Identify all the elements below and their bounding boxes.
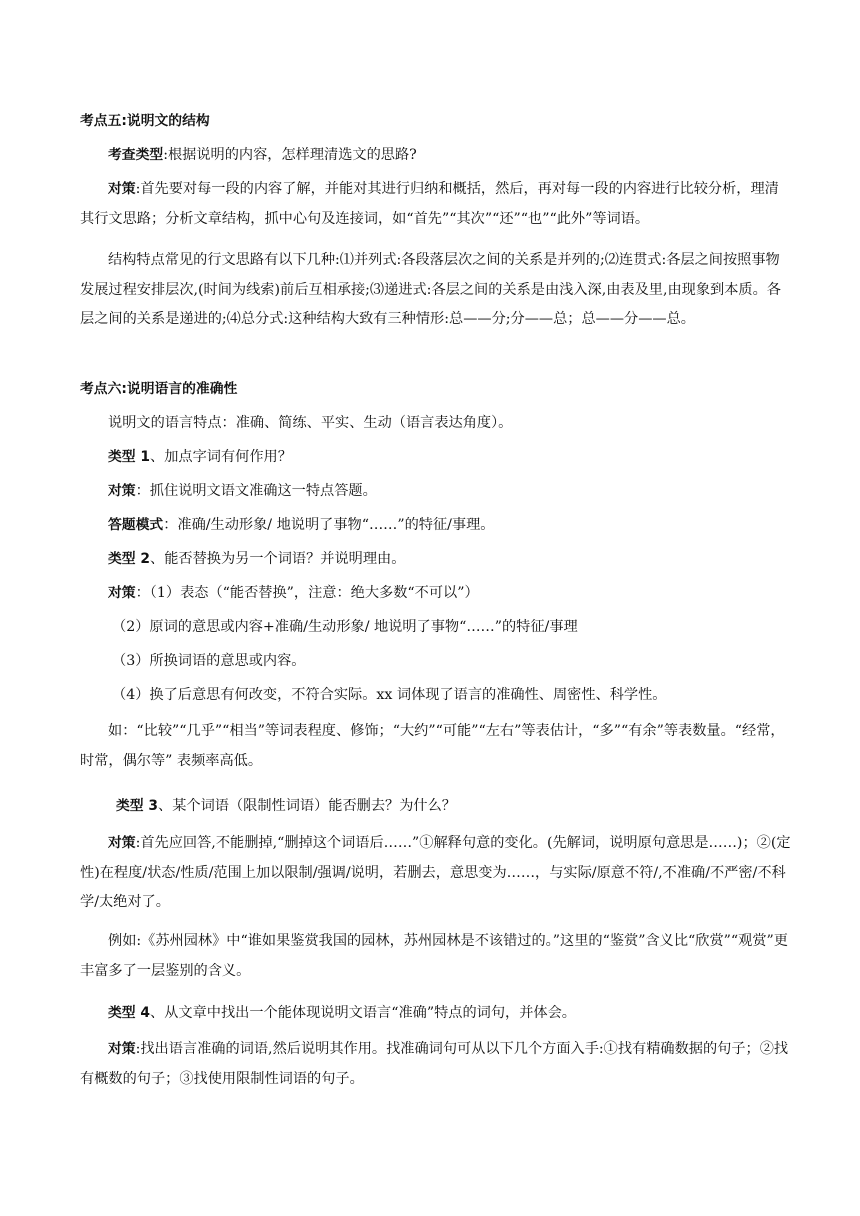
paragraph-type-4-strategy (80, 1035, 792, 1094)
text-type-2: 、能否替换为另一个词语？并说明理由。 (150, 551, 406, 567)
label-answer-model: 答题模式 (108, 517, 164, 533)
paragraph-type-2-item-3 (80, 647, 792, 677)
paragraph-type-3-strategy (80, 829, 792, 918)
text-strategy: ：（1）表态（“能否替换”，注意：绝大多数“不可以”） (135, 585, 479, 601)
label-strategy: 对策 (108, 1041, 136, 1057)
label-strategy: 对策 (108, 835, 136, 851)
text-item-4: （4）换了后意思有何改变，不符合实际。xx 词体现了语言的准确性、周密性、科学性。 (112, 687, 667, 703)
paragraph-type-1-strategy (80, 477, 792, 507)
label-type-1: 类型 1 (108, 449, 150, 465)
paragraph-type-2-item-2 (80, 613, 792, 643)
label-strategy: 对策 (108, 585, 136, 601)
text-exam-type: :根据说明的内容，怎样理清选文的思路? (163, 147, 417, 163)
label-type-2: 类型 2 (108, 551, 150, 567)
paragraph-strategy-structure (80, 175, 792, 234)
label-type-4: 类型 4 (108, 1005, 150, 1021)
heading-topic-five (80, 107, 792, 137)
text-answer-model: ：准确/生动形象/ 地说明了事物“……”的特征/事理。 (163, 517, 495, 533)
text-type-4: 、从文章中找出一个能体现说明文语言“准确”特点的词句，并体会。 (150, 1005, 576, 1021)
label-exam-type: 考查类型 (108, 147, 164, 163)
paragraph-type-2-strategy (80, 579, 792, 609)
text-type-3: 、某个词语（限制性词语）能否删去？为什么？ (158, 798, 456, 814)
paragraph-exam-type (80, 141, 792, 171)
text-item-3: （3）所换词语的意思或内容。 (112, 653, 306, 669)
label-type-3: 类型 3 (116, 798, 158, 814)
text-strategy: :首先要对每一段的内容了解，并能对其进行归纳和概括，然后，再对每一段的内容进行比较分析，理清其行文思路；分析文章结构，抓中心句及连接词，如“首先”“其次”“还”“也”“此外”等词语。 (80, 181, 779, 227)
paragraph-structure-types (80, 246, 792, 335)
heading-text: 考点五:说明文的结构 (80, 113, 210, 129)
paragraph-type-4 (80, 999, 792, 1029)
label-strategy: 对策 (108, 483, 136, 499)
label-strategy: 对策 (108, 181, 136, 197)
paragraph-type-2-item-4 (80, 681, 792, 711)
text-structure-types: 结构特点常见的行文思路有以下几种:⑴并列式:各段落层次之间的关系是并列的;⑵连贯式:各层之间按照事物发展过程安排层次,(时间为线索)前后互相承接;⑶递进式:各层之间的关系是由浅入深,由表及里,由现象到本质。各层之间的关系是递进的;⑷总分式:这种结构大致有三种情形:总——分;分——总；总——分——总。 (80, 252, 781, 327)
text-language-features: 说明文的语言特点：准确、简练、平实、生动（语言表达角度）。 (108, 415, 513, 431)
paragraph-type-2-example (80, 717, 792, 776)
heading-text: 考点六:说明语言的准确性 (80, 381, 238, 397)
paragraph-language-features (80, 409, 792, 439)
paragraph-type-1 (80, 443, 792, 473)
heading-topic-six (80, 375, 792, 405)
paragraph-type-1-model (80, 511, 792, 541)
text-strategy: :找出语言准确的词语,然后说明其作用。找准确词句可从以下几个方面入手:①找有精确数据的句子；②找有概数的句子；③找使用限制性词语的句子。 (80, 1041, 789, 1087)
text-strategy: ：抓住说明文语文准确这一特点答题。 (135, 483, 377, 499)
text-item-2: （2）原词的意思或内容+准确/生动形象/ 地说明了事物“……”的特征/事理 (112, 619, 578, 635)
paragraph-type-3-example (80, 927, 792, 986)
text-example: 例如:《苏州园林》中“谁如果鉴赏我国的园林，苏州园林是不该错过的。”这里的“鉴赏”含义比“欣赏”“观赏”更丰富多了一层鉴别的含义。 (80, 933, 788, 979)
paragraph-type-3 (80, 792, 792, 822)
text-strategy: :首先应回答,不能删掉,“删掉这个词语后……”①解释句意的变化。(先解词，说明原句意思是……)；②(定性)在程度/状态/性质/范围上加以限制/强调/说明，若删去，意思变为……，与实际/原意不符/,不准确/不严密/不科学/太绝对了。 (80, 835, 791, 910)
paragraph-type-2 (80, 545, 792, 575)
text-example: 如：“比较”“几乎”“相当”等词表程度、修饰；“大约”“可能”“左右”等表估计，“多”“有余”等表数量。“经常，时常，偶尔等” 表频率高低。 (80, 723, 785, 769)
text-type-1: 、加点字词有何作用？ (150, 449, 292, 465)
